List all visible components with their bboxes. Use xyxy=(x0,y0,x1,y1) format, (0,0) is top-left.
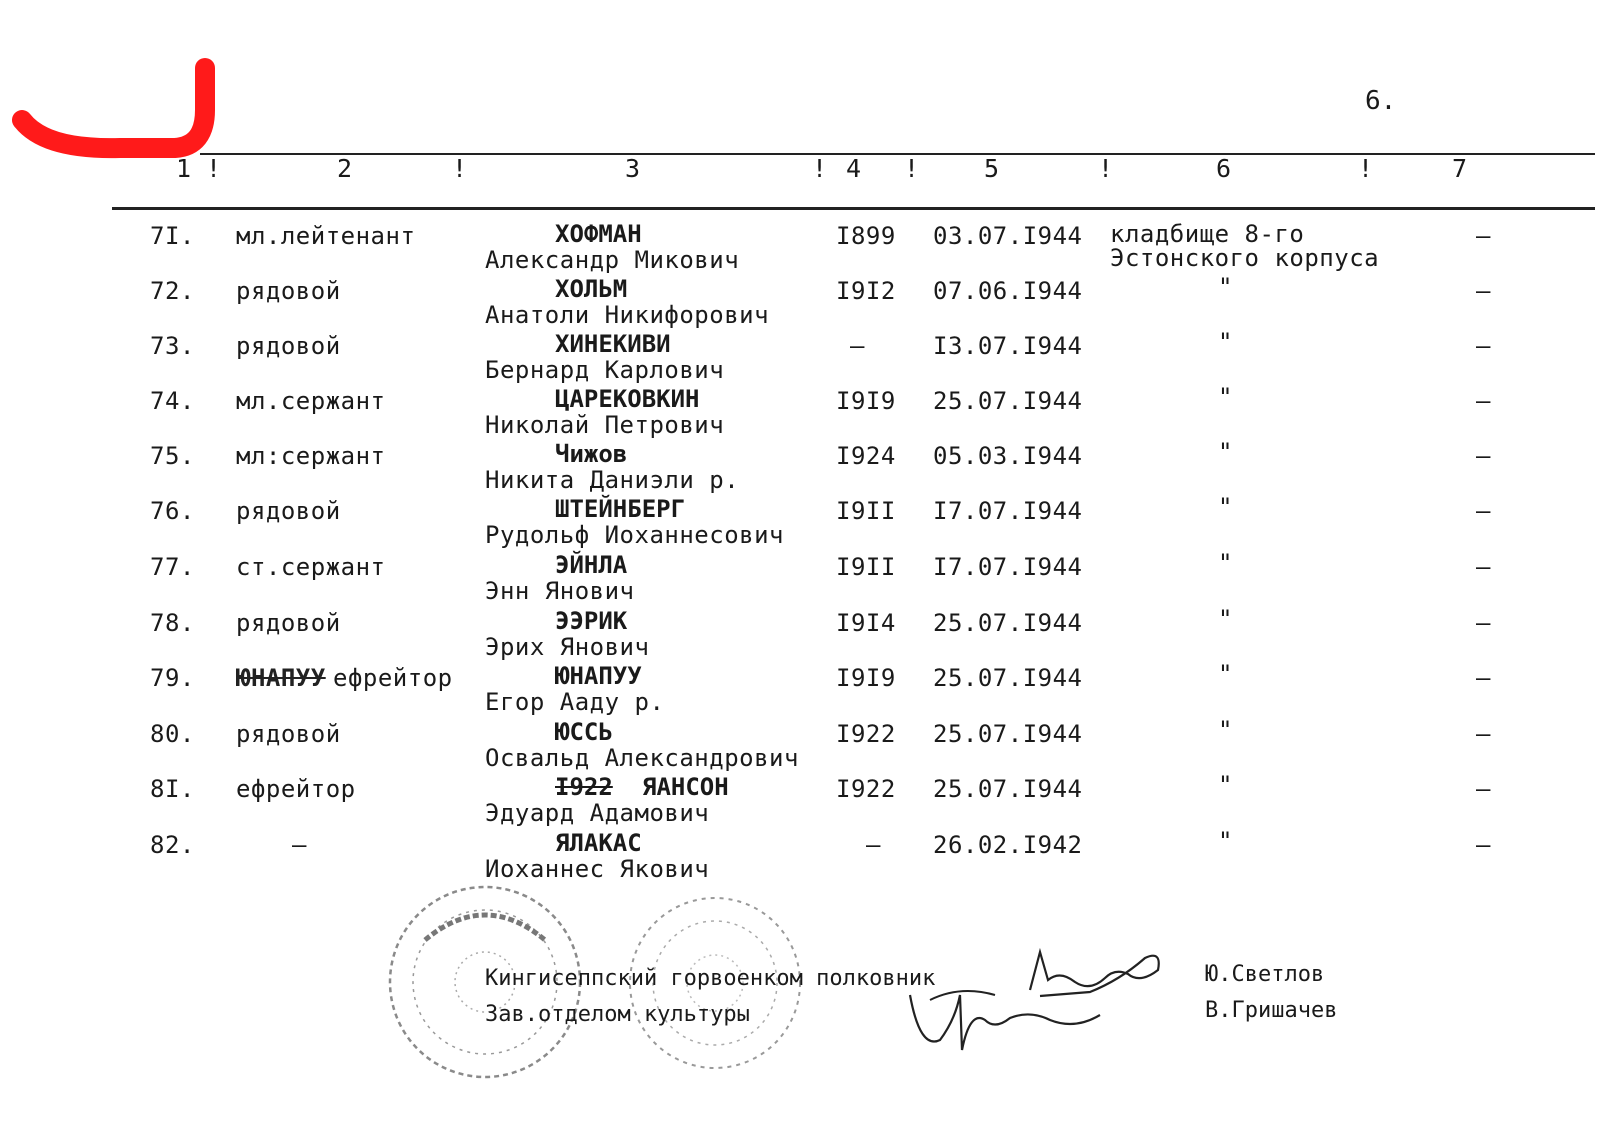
col7-value: – xyxy=(1476,387,1491,415)
header-separator: ! xyxy=(452,154,468,183)
table-row xyxy=(0,493,1600,553)
rank: рядовой xyxy=(236,497,341,525)
surname: ШТЕЙНБЕРГ xyxy=(555,495,686,523)
rank: мл.лейтенант xyxy=(236,222,416,250)
table-row xyxy=(0,716,1600,776)
rank: рядовой xyxy=(236,720,341,748)
signature-title-2: Зав.отделом культуры xyxy=(485,1002,750,1027)
header-separator: ! xyxy=(1358,154,1374,183)
birth-year: I922 xyxy=(836,720,896,748)
row-number: 7I. xyxy=(150,222,195,250)
given-name: Николай Петрович xyxy=(485,411,725,439)
ditto-mark: " xyxy=(1218,438,1233,466)
ditto-mark: " xyxy=(1218,660,1233,688)
struck-out-text: ЮНАПУУ xyxy=(236,664,326,692)
rank: ефрейтор xyxy=(236,775,356,803)
death-date: 25.07.I944 xyxy=(933,720,1083,748)
table-row xyxy=(0,827,1600,887)
death-date: 07.06.I944 xyxy=(933,277,1083,305)
col7-value: – xyxy=(1476,497,1491,525)
given-name: Эрих Янович xyxy=(485,633,650,661)
header-separator: ! xyxy=(1098,154,1114,183)
birth-year: I924 xyxy=(836,442,896,470)
table-row xyxy=(0,222,1600,278)
row-number: 72. xyxy=(150,277,195,305)
given-name: Эдуард Адамович xyxy=(485,799,710,827)
death-date: 05.03.I944 xyxy=(933,442,1083,470)
col7-value: – xyxy=(1476,664,1491,692)
header-separator: ! xyxy=(812,154,828,183)
rank: рядовой xyxy=(236,332,341,360)
handwritten-signature xyxy=(900,940,1200,1055)
death-date: 03.07.I944 xyxy=(933,222,1083,250)
table-row xyxy=(0,549,1600,609)
death-date: I7.07.I944 xyxy=(933,497,1083,525)
col7-value: – xyxy=(1476,609,1491,637)
signature-name-1: Ю.Светлов xyxy=(1205,962,1325,987)
row-number: 82. xyxy=(150,831,195,859)
header-bottom-rule xyxy=(112,207,1595,210)
rank: мл.сержант xyxy=(236,387,386,415)
table-row xyxy=(0,771,1600,831)
given-name: Анатоли Никифорович xyxy=(485,301,770,329)
given-name: Егор Ааду р. xyxy=(485,688,665,716)
death-date: I3.07.I944 xyxy=(933,332,1083,360)
given-name: Иоханнес Якович xyxy=(485,855,710,883)
ditto-mark: " xyxy=(1218,549,1233,577)
row-number: 75. xyxy=(150,442,195,470)
row-number: 8I. xyxy=(150,775,195,803)
rank: ефрейтор xyxy=(333,664,453,692)
struck-out-text: I922 xyxy=(555,773,613,801)
row-number: 73. xyxy=(150,332,195,360)
signature-name-2: В.Гришачев xyxy=(1205,998,1338,1023)
header-col-6: 6 xyxy=(1216,154,1232,183)
header-separator: ! xyxy=(206,154,222,183)
rank: ст.сержант xyxy=(236,553,386,581)
death-date: 25.07.I944 xyxy=(933,609,1083,637)
death-date: 25.07.I944 xyxy=(933,664,1083,692)
header-col-1: 1 xyxy=(176,154,192,183)
burial-place-line1: кладбище 8-го xyxy=(1110,220,1305,248)
surname: ЯАНСОН xyxy=(642,773,729,801)
header-col-7: 7 xyxy=(1452,154,1468,183)
surname: ЭЭРИК xyxy=(555,607,628,635)
death-date: 25.07.I944 xyxy=(933,387,1083,415)
table-row xyxy=(0,328,1600,388)
given-name: Бернард Карлович xyxy=(485,356,725,384)
ditto-mark: " xyxy=(1218,383,1233,411)
burial-place-line2: Эстонского корпуса xyxy=(1110,244,1380,272)
given-name: Освальд Александрович xyxy=(485,744,799,772)
ditto-mark: " xyxy=(1218,493,1233,521)
surname: ХОЛЬМ xyxy=(555,275,628,303)
surname: ЮНАПУУ xyxy=(555,662,642,690)
birth-year: I922 xyxy=(836,775,896,803)
birth-year: I9II xyxy=(836,553,896,581)
given-name: Александр Микович xyxy=(485,246,740,274)
col7-value: – xyxy=(1476,277,1491,305)
ditto-mark: " xyxy=(1218,827,1233,855)
page-number: 6. xyxy=(1365,86,1397,116)
surname: ЭЙНЛА xyxy=(555,551,628,579)
header-col-4: 4 xyxy=(846,154,862,183)
birth-year: – xyxy=(850,332,865,360)
birth-year: I9I9 xyxy=(836,664,896,692)
col7-value: – xyxy=(1476,332,1491,360)
table-row xyxy=(0,273,1600,333)
ditto-mark: " xyxy=(1218,328,1233,356)
table-row xyxy=(0,383,1600,443)
table-row xyxy=(0,660,1600,720)
row-number: 76. xyxy=(150,497,195,525)
surname: Чижов xyxy=(555,440,628,468)
rank: рядовой xyxy=(236,609,341,637)
row-number: 78. xyxy=(150,609,195,637)
col7-value: – xyxy=(1476,775,1491,803)
surname: ХОФМАН xyxy=(555,220,642,248)
birth-year: I9I2 xyxy=(836,277,896,305)
given-name: Энн Янович xyxy=(485,577,635,605)
col7-value: – xyxy=(1476,442,1491,470)
signature-title-1: Кингисеппский горвоенком полковник xyxy=(485,966,936,991)
table-row xyxy=(0,438,1600,498)
header-col-3: 3 xyxy=(625,154,641,183)
col7-value: – xyxy=(1476,222,1491,250)
surname: ХИНЕКИВИ xyxy=(555,330,671,358)
surname: ЦАРЕКОВКИН xyxy=(555,385,700,413)
header-top-rule xyxy=(200,153,1595,155)
col7-value: – xyxy=(1476,831,1491,859)
ditto-mark: " xyxy=(1218,605,1233,633)
ditto-mark: " xyxy=(1218,716,1233,744)
ditto-mark: " xyxy=(1218,273,1233,301)
surname: ЯЛАКАС xyxy=(555,829,642,857)
rank: – xyxy=(292,831,307,859)
col7-value: – xyxy=(1476,720,1491,748)
birth-year: I9I9 xyxy=(836,387,896,415)
row-number: 77. xyxy=(150,553,195,581)
header-separator: ! xyxy=(904,154,920,183)
table-row xyxy=(0,605,1600,665)
rank: рядовой xyxy=(236,277,341,305)
birth-year: I9I4 xyxy=(836,609,896,637)
surname: ЮССЬ xyxy=(555,718,613,746)
row-number: 79. xyxy=(150,664,195,692)
row-number: 80. xyxy=(150,720,195,748)
birth-year: – xyxy=(866,831,881,859)
death-date: 26.02.I942 xyxy=(933,831,1083,859)
row-number: 74. xyxy=(150,387,195,415)
rank: мл:сержант xyxy=(236,442,386,470)
birth-year: I899 xyxy=(836,222,896,250)
ditto-mark: " xyxy=(1218,771,1233,799)
col7-value: – xyxy=(1476,553,1491,581)
death-date: 25.07.I944 xyxy=(933,775,1083,803)
death-date: I7.07.I944 xyxy=(933,553,1083,581)
given-name: Никита Даниэли р. xyxy=(485,466,740,494)
given-name: Рудольф Иоханнесович xyxy=(485,521,784,549)
birth-year: I9II xyxy=(836,497,896,525)
header-col-2: 2 xyxy=(337,154,353,183)
header-col-5: 5 xyxy=(984,154,1000,183)
